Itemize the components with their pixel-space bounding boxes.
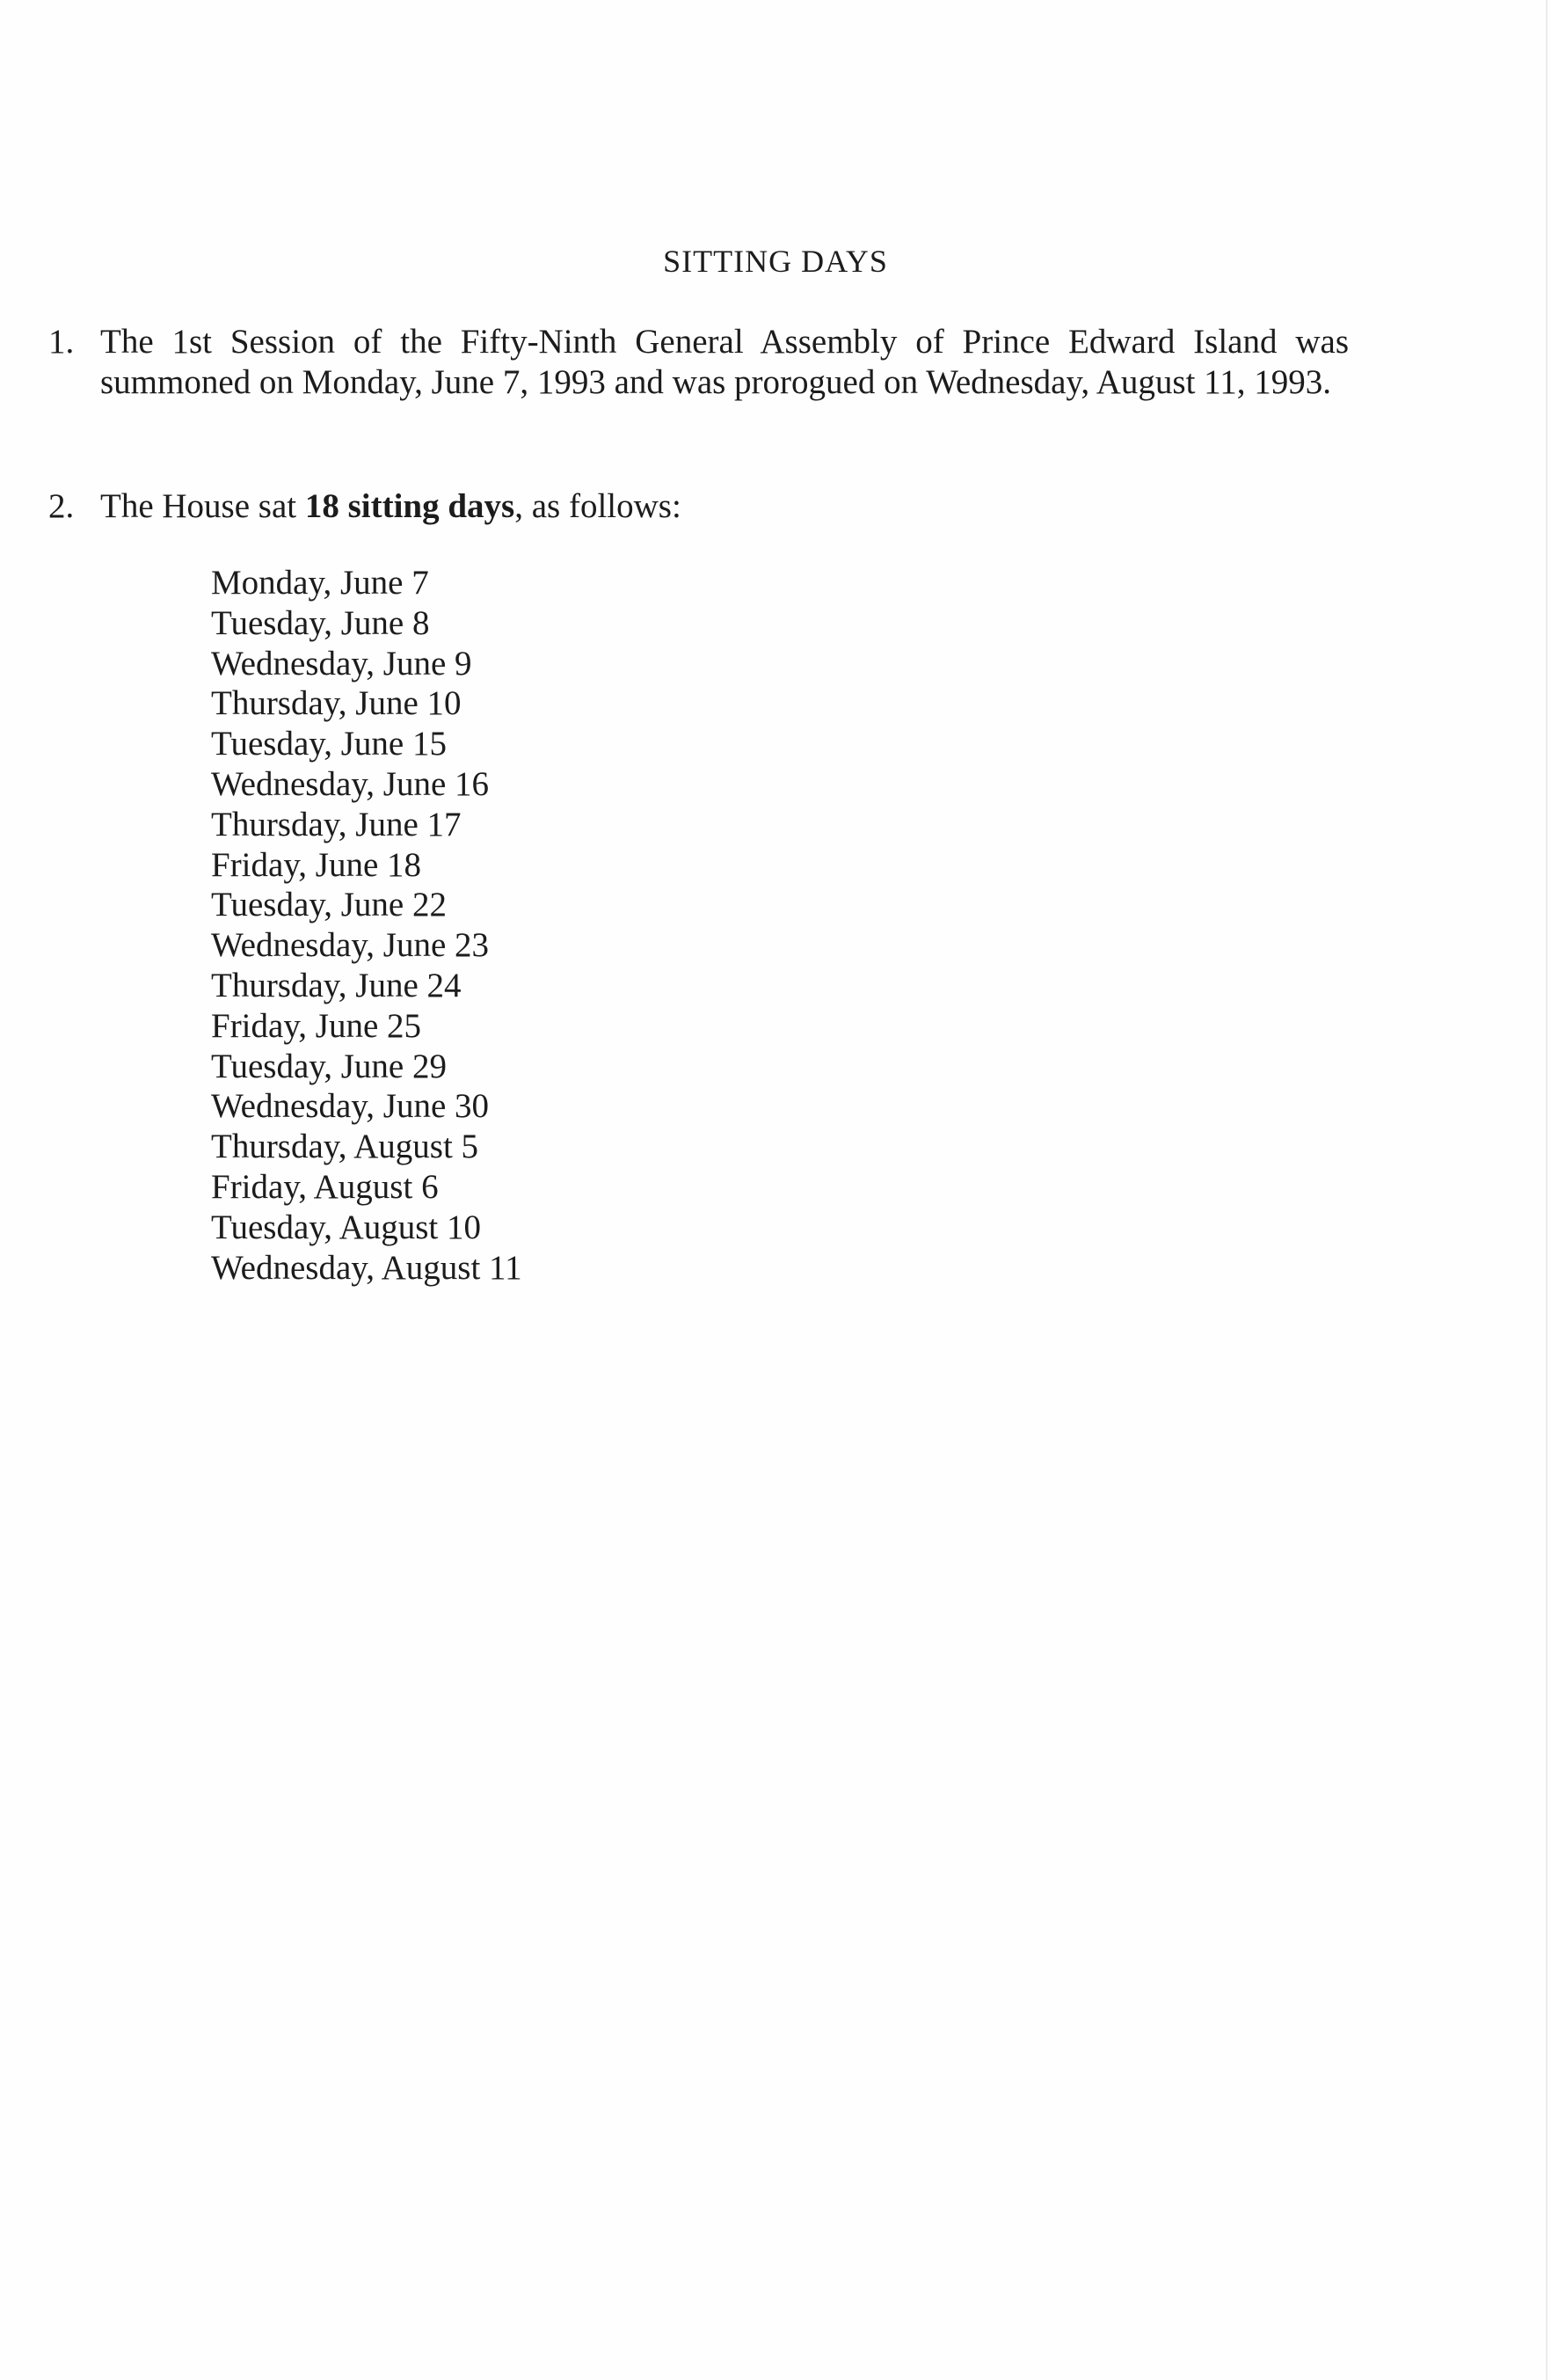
sitting-day-item: Tuesday, June 8 xyxy=(211,603,430,642)
sitting-day-item: Monday, June 7 xyxy=(211,564,429,602)
sitting-day-item: Tuesday, June 15 xyxy=(211,725,447,763)
sitting-day-item: Wednesday, June 9 xyxy=(211,644,472,683)
item-2-number: 2. xyxy=(48,487,75,525)
sitting-day-item: Tuesday, June 22 xyxy=(211,886,447,924)
sitting-day-item: Wednesday, June 16 xyxy=(211,764,489,803)
sitting-day-item: Thursday, June 10 xyxy=(211,684,462,723)
page-title: SITTING DAYS xyxy=(663,244,888,279)
item-1-number: 1. xyxy=(48,323,75,361)
sitting-day-item: Friday, August 6 xyxy=(211,1167,439,1206)
sitting-day-item: Wednesday, June 23 xyxy=(211,926,489,965)
item-1-text: The 1st Session of the Fifty-Ninth General Assembly of Prince Edward Island was summoned on Monday, June 7, 1993 and was prorogued on Wednesday, August 11, 1993. xyxy=(100,323,1349,401)
sitting-day-item: Thursday, June 17 xyxy=(211,805,462,843)
sitting-day-item: Thursday, June 24 xyxy=(211,966,462,1004)
sitting-day-item: Friday, June 25 xyxy=(211,1006,422,1045)
item-2-text-after: , as follows: xyxy=(514,487,681,525)
sitting-day-item: Wednesday, August 11 xyxy=(211,1248,522,1287)
item-2-text-before: The House sat xyxy=(100,487,305,525)
sitting-day-item: Tuesday, June 29 xyxy=(211,1047,447,1085)
sitting-day-item: Thursday, August 5 xyxy=(211,1128,479,1166)
sitting-day-item: Tuesday, August 10 xyxy=(211,1208,481,1246)
sitting-days-list xyxy=(211,563,522,1288)
sitting-days-count: 18 sitting days xyxy=(304,487,515,525)
page-edge xyxy=(1546,0,1547,2380)
sitting-day-item: Wednesday, June 30 xyxy=(211,1087,489,1126)
sitting-day-item: Friday, June 18 xyxy=(211,845,422,884)
item-2-text xyxy=(100,486,1349,527)
